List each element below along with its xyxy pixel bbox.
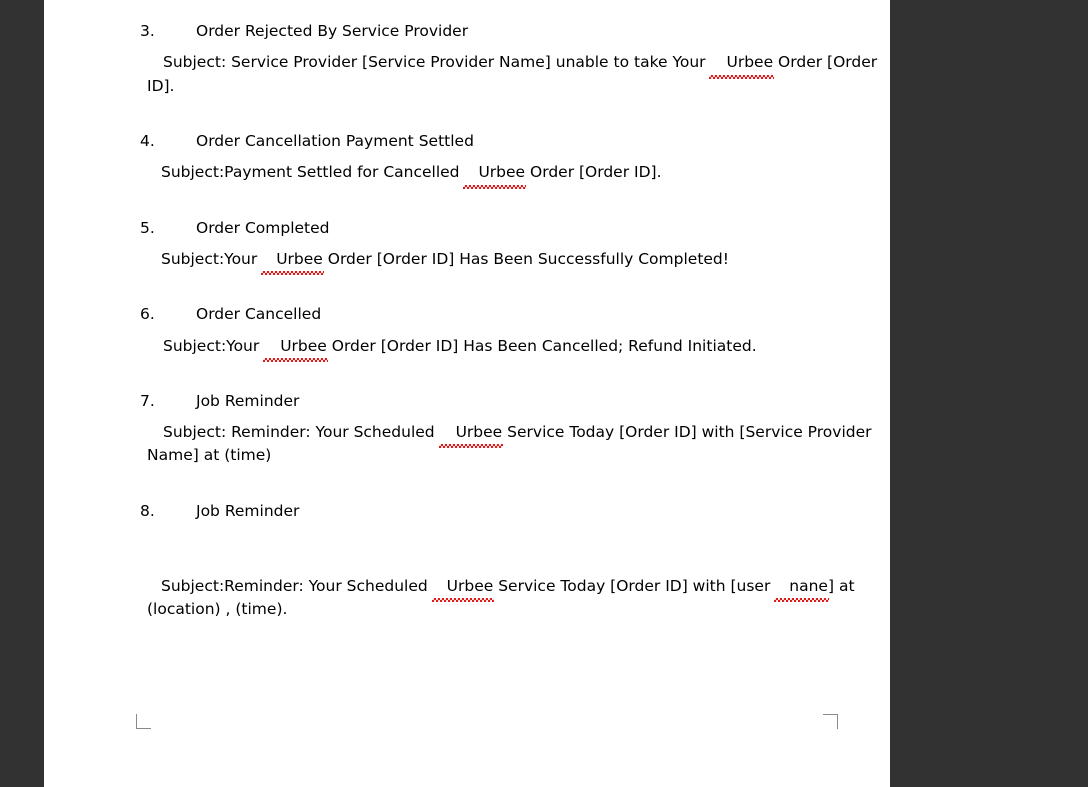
misspelled-word: Urbee [464,161,525,184]
item-subject [44,421,890,468]
subject-text-post: Order [Order ID]. [525,163,662,182]
item-number: 6. [140,305,155,324]
item-number: 3. [140,22,155,40]
item-heading [44,22,890,41]
list-item [44,219,890,272]
page-corner-mark-left [136,714,151,729]
item-heading-text: Job Reminder [196,501,300,520]
spacer [44,358,890,392]
item-heading [44,132,890,151]
item-heading-text: Order Cancelled [196,305,322,324]
subject-text-pre: Subject:Reminder: Your Scheduled [161,577,433,595]
item-heading-text: Order Cancellation Payment Settled [196,131,474,150]
list-item [44,305,890,358]
item-number: 5. [140,218,155,237]
subject-text-pre: Subject:Your [163,336,265,355]
list-item [44,392,890,468]
spacer [44,98,890,132]
subject-text-post: ] at (location) , (time). [147,577,855,619]
item-subject [44,161,890,184]
misspelled-word: Urbee [440,421,503,444]
list-item [44,502,890,622]
item-heading [44,219,890,238]
misspelled-word: Urbee [710,51,773,74]
item-number: 4. [140,131,155,150]
item-heading-text: Order Rejected By Service Provider [196,22,469,40]
item-number: 8. [140,501,155,520]
item-subject [44,335,890,358]
item-heading [44,502,890,521]
misspelled-word: Urbee [264,335,327,358]
spacer [44,521,890,565]
list-item [44,22,890,98]
item-number: 7. [140,391,155,410]
subject-text-post: Order [Order ID] Has Been Successfully Completed! [322,249,729,268]
page-body [44,0,890,787]
subject-text-mid: Service Today [Order ID] with [user [493,577,776,595]
item-subject [44,248,890,271]
page-corner-mark-right [823,714,838,729]
misspelled-word: nane [775,575,828,598]
subject-text-pre: Subject: Reminder: Your Scheduled [163,423,440,442]
item-subject [44,51,890,98]
item-heading-text: Job Reminder [196,391,300,410]
item-heading [44,305,890,324]
subject-text-post: Service Today [Order ID] with [Service Provider Name] at (time) [147,423,872,465]
subject-text-pre: Subject:Payment Settled for Cancelled [161,163,465,182]
item-heading-text: Order Completed [196,218,330,237]
misspelled-word: Urbee [433,575,494,598]
subject-text-pre: Subject:Your [161,249,263,268]
item-subject [44,575,890,622]
spacer [44,271,890,305]
subject-text-pre: Subject: Service Provider [Service Provider Name] unable to take Your [163,53,711,72]
list-item [44,132,890,185]
spacer [44,185,890,219]
item-heading [44,392,890,411]
spacer [44,468,890,502]
document-page [44,0,890,787]
misspelled-word: Urbee [262,248,323,271]
subject-text-post: Order [Order ID]. [147,53,878,95]
subject-text-post: Order [Order ID] Has Been Cancelled; Refund Initiated. [326,336,757,355]
document-content [44,22,890,622]
